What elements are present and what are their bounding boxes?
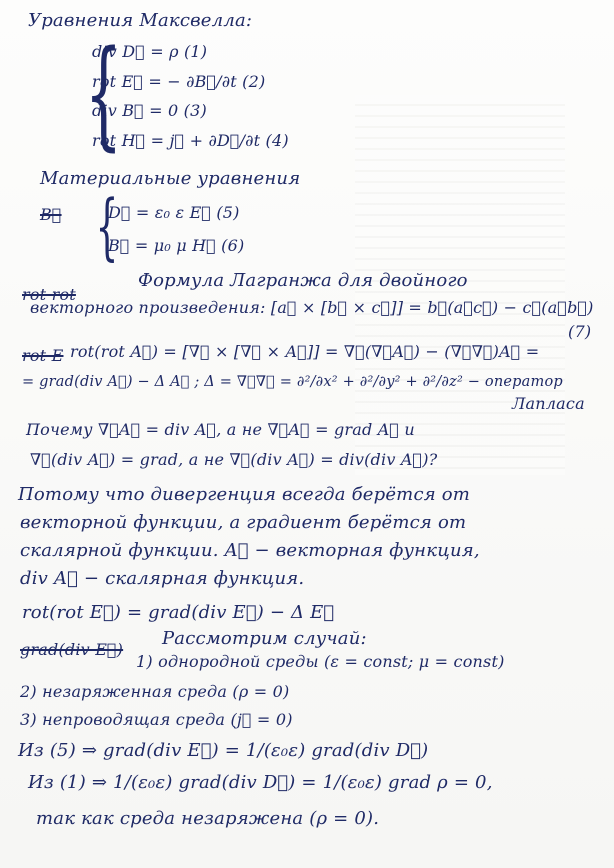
- left-brace: {: [84, 24, 123, 162]
- equation-5: D⃗ = ε₀ ε E⃗ (5): [108, 203, 240, 222]
- answer-line-3: скалярной функции. A⃗ − векторная функция,: [20, 540, 480, 561]
- derivation-line-1: Из (5) ⇒ grad(div E⃗) = 1/(ε₀ε) grad(div D⃗): [18, 740, 429, 761]
- question-line-2: ∇⃗(div A⃗) = grad, а не ∇⃗(div A⃗) = div(div A⃗)?: [30, 450, 438, 469]
- lagrange-formula: векторного произведения: [a⃗ × [b⃗ × c⃗]] = b⃗(a⃗c⃗) − c⃗(a⃗b⃗): [30, 298, 594, 317]
- answer-line-2: векторной функции, а градиент берётся от: [20, 512, 467, 533]
- equation-number-7: (7): [568, 322, 592, 341]
- derivation-line-3: так как среда незаряжена (ρ = 0).: [36, 808, 380, 829]
- answer-line-4: div A⃗ − скалярная функция.: [20, 568, 305, 589]
- question-line-1: Почему ∇⃗A⃗ = div A⃗, а не ∇⃗A⃗ = grad A⃗ и: [26, 420, 415, 439]
- consider-case-heading: Рассмотрим случай:: [162, 628, 367, 649]
- condition-3: 3) непроводящая среда (j⃗ = 0): [20, 710, 293, 729]
- lagrange-formula-title: Формула Лагранжа для двойного: [138, 270, 468, 291]
- left-brace: {: [95, 184, 119, 268]
- laplace-line: = grad(div A⃗) − Δ A⃗ ; Δ = ∇⃗∇⃗ = ∂²/∂x² + ∂²/∂y² + ∂²/∂z² − оператор: [22, 374, 563, 390]
- equation-4: rot H⃗ = j⃗ + ∂D⃗/∂t (4): [92, 131, 289, 150]
- rot-rot-a-line: rot(rot A⃗) = [∇⃗ × [∇⃗ × A⃗]] = ∇⃗(∇⃗A⃗) − (∇⃗∇⃗)A⃗ =: [70, 342, 540, 361]
- condition-1: 1) однородной среды (ε = const; μ = const): [136, 652, 505, 671]
- equation-3: div B⃗ = 0 (3): [92, 101, 207, 120]
- struck-rot-rot: rot rot: [22, 285, 76, 304]
- answer-line-1: Потому что дивергенция всегда берётся от: [18, 484, 471, 505]
- equation-1: div D⃗ = ρ (1): [92, 42, 208, 61]
- struck-grad-div-e: grad(div E⃗): [20, 640, 124, 659]
- laplace-word: Лапласа: [512, 394, 585, 413]
- equation-6: B⃗ = μ₀ μ H⃗ (6): [108, 236, 245, 255]
- struck-b-label: B⃗: [40, 205, 62, 224]
- heading-maxwell-equations: Уравнения Максвелла:: [28, 10, 253, 31]
- struck-rot-e: rot E: [22, 346, 64, 365]
- heading-material-equations: Материальные уравнения: [40, 168, 301, 189]
- derivation-line-2: Из (1) ⇒ 1/(ε₀ε) grad(div D⃗) = 1/(ε₀ε) grad ρ = 0,: [28, 772, 493, 793]
- equation-2: rot E⃗ = − ∂B⃗/∂t (2): [92, 72, 266, 91]
- condition-2: 2) незаряженная среда (ρ = 0): [20, 682, 290, 701]
- rot-rot-e-line: rot(rot E⃗) = grad(div E⃗) − Δ E⃗: [22, 602, 335, 623]
